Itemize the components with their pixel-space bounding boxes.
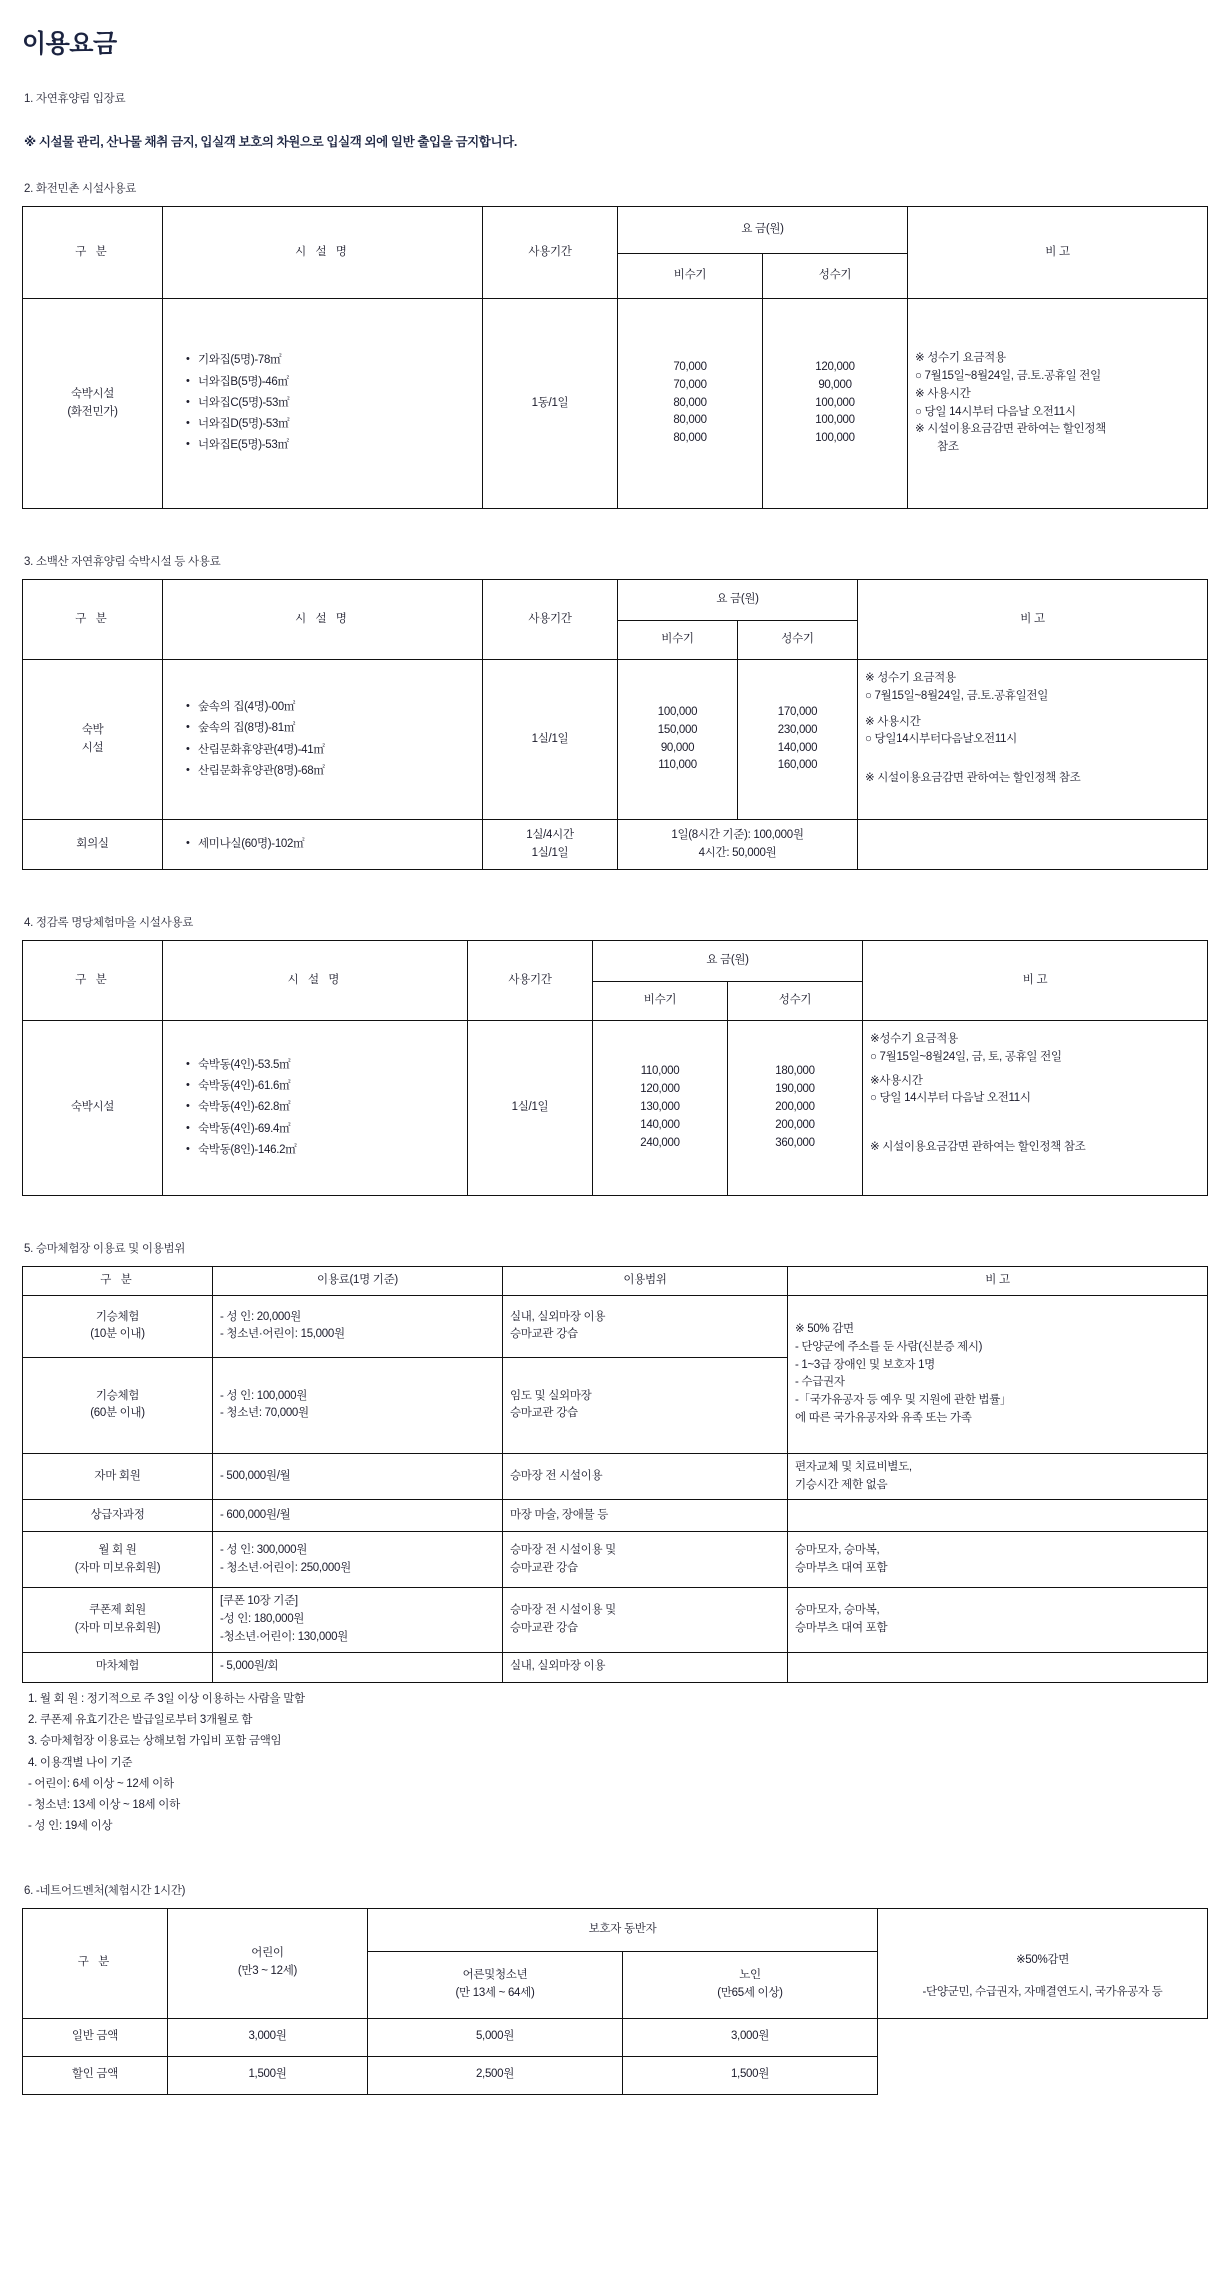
scope-line: 승마교관 강습 <box>510 1407 578 1420</box>
remark-line: 기승시간 제한 없음 <box>795 1478 888 1491</box>
th-gubun: 구 분 <box>23 1267 213 1296</box>
remark-line: ※ 사용시간 <box>915 387 971 400</box>
table-sobaeksan-lodging-fees <box>22 579 1208 870</box>
cell-scope: 마장 마술, 장애물 등 <box>503 1500 788 1532</box>
th-senior <box>623 1951 878 2018</box>
fee-line: - 청소년·어린이: 250,000원 <box>220 1561 351 1574</box>
cell-gubun: 마차체험 <box>23 1652 213 1682</box>
fee-line: - 청소년·어린이: 15,000원 <box>220 1328 345 1341</box>
list-item: • 숙박동(4인)-61.6㎡ <box>186 1076 460 1097</box>
remark-spacer <box>870 1108 1200 1117</box>
cell-fee <box>213 1588 503 1652</box>
fee-line: - 청소년: 70,000원 <box>220 1407 309 1420</box>
cell-adult-price: 2,500원 <box>368 2056 623 2094</box>
table-header-row <box>23 580 1208 621</box>
cell-offseason-prices <box>618 660 738 820</box>
remark-line: ※ 성수기 요금적용 <box>865 672 956 684</box>
gubun-line-1: 쿠폰제 회원 <box>89 1604 146 1617</box>
footnote-line: - 어린이: 6세 이상 ~ 12세 이하 <box>28 1777 174 1790</box>
gubun-line-2: 시설 <box>81 741 104 754</box>
price-value: 140,000 <box>777 741 818 754</box>
th-guardian: 보호자 동반자 <box>368 1908 878 1951</box>
remark-line: 승마부츠 대여 포함 <box>795 1622 888 1635</box>
period-line-1: 1실/4시간 <box>526 828 574 841</box>
price-value: 110,000 <box>640 1065 680 1078</box>
cell-facility-list <box>163 1021 468 1196</box>
cell-period: 1실/1일 <box>468 1021 593 1196</box>
list-item: • 숙박동(4인)-62.8㎡ <box>186 1097 460 1118</box>
page-title: 이용요금 <box>22 30 117 58</box>
remark-line: ※ 시설이용요금감면 관하여는 할인정책 <box>915 423 1106 436</box>
table-row <box>23 820 1208 870</box>
price-value: 360,000 <box>775 1136 815 1149</box>
section-4-label: 4. 정감록 명당체험마을 시설사용료 <box>24 917 194 929</box>
section-2-label: 2. 화전민촌 시설사용료 <box>24 183 137 195</box>
facility-list <box>170 834 475 855</box>
th-period: 사용기간 <box>483 207 618 299</box>
list-item: • 숙박동(4인)-69.4㎡ <box>186 1119 460 1140</box>
price-value: 90,000 <box>660 741 695 754</box>
cell-section6-remark <box>878 1908 1208 2018</box>
th-facility: 시 설 명 <box>163 580 483 660</box>
price-value: 170,000 <box>777 705 818 718</box>
th-fee: 이용료(1명 기준) <box>213 1267 503 1296</box>
price-value: 150,000 <box>657 723 698 736</box>
cell-fee: - 500,000원/월 <box>213 1453 503 1500</box>
table-header-row <box>23 941 1208 982</box>
price-value: 240,000 <box>640 1136 680 1149</box>
price-value: 100,000 <box>815 396 855 409</box>
cell-gubun <box>23 1588 213 1652</box>
fee-line: -성 인: 180,000원 <box>220 1613 305 1626</box>
gubun-line-1: 숙박시설 <box>70 387 115 400</box>
list-item: • 숙박동(4인)-53.5㎡ <box>186 1055 460 1076</box>
cell-gubun <box>23 1295 213 1357</box>
gubun-line-1: 기승체험 <box>95 1310 140 1323</box>
cell-gubun <box>23 1357 213 1453</box>
table-row <box>23 1021 1208 1196</box>
price-value: 180,000 <box>775 1065 815 1078</box>
section-1-notice: ※ 시설물 관리, 산나물 채취 금지, 입실객 보호의 차원으로 입실객 외에 일반 출입을 금지합니다. <box>24 135 517 149</box>
cell-peak-prices <box>738 660 858 820</box>
price-value: 130,000 <box>640 1101 680 1114</box>
cell-gubun <box>23 1532 213 1588</box>
scope-line: 임도 및 실외마장 <box>510 1389 592 1402</box>
price-value: 190,000 <box>775 1083 815 1096</box>
gubun-line-2: (자마 미보유회원) <box>74 1561 161 1574</box>
remark-line: 승마모자, 승마복, <box>795 1604 880 1617</box>
price-value: 120,000 <box>640 1083 680 1096</box>
list-item: • 산림문화휴양관(4명)-41㎡ <box>186 740 475 761</box>
th-remark: 비 고 <box>863 941 1208 1021</box>
remark-line: ※성수기 요금적용 <box>870 1033 958 1045</box>
scope-line: 승마장 전 시설이용 및 <box>510 1544 616 1557</box>
remark-line: ※ 성수기 요금적용 <box>915 352 1006 365</box>
scope-line: 승마교관 강습 <box>510 1561 578 1574</box>
cell-scope: 승마장 전 시설이용 <box>503 1453 788 1500</box>
th-adult-line-1: 어른및청소년 <box>462 1968 528 1981</box>
cell-remark <box>788 1453 1208 1500</box>
list-item: • 숙박동(8인)-146.2㎡ <box>186 1140 460 1161</box>
cell-senior-price: 1,500원 <box>623 2056 878 2094</box>
price-value: 70,000 <box>673 378 707 391</box>
list-item: • 너와집E(5명)-53㎡ <box>186 435 475 456</box>
th-offseason: 비수기 <box>618 621 738 660</box>
remark-line: ○ 7월15일~8월24일, 금, 토, 공휴일 전일 <box>870 1050 1062 1063</box>
cell-remark <box>788 1652 1208 1682</box>
cell-merged-remark <box>788 1295 1208 1453</box>
price-value: 70,000 <box>673 360 707 373</box>
remark-line: -「국가유공자 등 예우 및 지원에 관한 법률」 <box>795 1394 1012 1407</box>
cell-gubun: 회의실 <box>23 820 163 870</box>
cell-row-label: 할인 금액 <box>23 2056 168 2094</box>
price-value: 100,000 <box>815 414 855 427</box>
table-row <box>23 660 1208 820</box>
fee-line: -청소년·어린이: 130,000원 <box>220 1631 348 1644</box>
gubun-line-2: (자마 미보유회원) <box>74 1622 161 1635</box>
th-child <box>168 1908 368 2018</box>
th-peak: 성수기 <box>763 254 908 299</box>
th-adult-line-2: (만 13세 ~ 64세) <box>455 1986 535 1999</box>
cell-child-price: 3,000원 <box>168 2018 368 2056</box>
remark-line: 승마부츠 대여 포함 <box>795 1561 888 1574</box>
price-value: 200,000 <box>775 1118 815 1131</box>
table-header-row <box>23 207 1208 254</box>
table-horse-riding-fees <box>22 1266 1208 1683</box>
remark-line: ※ 시설이용요금감면 관하여는 할인정책 참조 <box>870 1141 1086 1154</box>
footnote-line: - 청소년: 13세 이상 ~ 18세 이하 <box>28 1799 180 1812</box>
footnote-line: 1. 월 회 원 : 정기적으로 주 3일 이상 이용하는 사람을 말함 <box>28 1692 305 1705</box>
list-item: • 세미나실(60명)-102㎡ <box>186 834 475 855</box>
fee-line: - 성 인: 100,000원 <box>220 1389 308 1402</box>
table-header-row <box>23 1267 1208 1296</box>
th-period: 사용기간 <box>483 580 618 660</box>
th-fee: 요 금(원) <box>618 580 858 621</box>
cell-remark <box>863 1021 1208 1196</box>
gubun-line-2: (10분 이내) <box>90 1328 145 1341</box>
price-value: 80,000 <box>673 432 707 445</box>
gubun-line-1: 월 회 원 <box>98 1544 137 1557</box>
th-adult <box>368 1951 623 2018</box>
cell-remark <box>858 660 1208 820</box>
table-row <box>23 1652 1208 1682</box>
footnote-line: - 성 인: 19세 이상 <box>28 1820 113 1833</box>
remark-spacer <box>865 749 1200 758</box>
scope-line: 승마교관 강습 <box>510 1622 578 1635</box>
table-header-row <box>23 1908 1208 1951</box>
price-value: 200,000 <box>775 1101 815 1114</box>
price-value: 120,000 <box>815 360 855 373</box>
section-5-label: 5. 승마체험장 이용료 및 이용범위 <box>24 1243 186 1255</box>
remark-line: ※사용시간 <box>870 1074 923 1087</box>
th-child-line-2: (만3 ~ 12세) <box>237 1965 298 1978</box>
cell-fee <box>213 1357 503 1453</box>
table-row <box>23 299 1208 509</box>
table-net-adventure-fees <box>22 1908 1208 2095</box>
remark-line: 편자교체 및 치료비별도, <box>795 1460 912 1473</box>
th-peak: 성수기 <box>738 621 858 660</box>
gubun-line-1: 숙박 <box>81 723 104 736</box>
scope-line: 승마장 전 시설이용 및 <box>510 1604 616 1617</box>
price-value: 100,000 <box>815 432 855 445</box>
cell-period <box>483 820 618 870</box>
list-item: • 숲속의 집(8명)-81㎡ <box>186 718 475 739</box>
price-value: 140,000 <box>640 1118 680 1131</box>
cell-senior-price: 3,000원 <box>623 2018 878 2056</box>
th-gubun: 구 분 <box>23 1908 168 2018</box>
fee-line: [쿠폰 10장 기준] <box>220 1595 298 1608</box>
remark-line: - 수급권자 <box>795 1376 845 1389</box>
cell-adult-price: 5,000원 <box>368 2018 623 2056</box>
price-value: 80,000 <box>673 396 707 409</box>
facility-list <box>170 1055 460 1161</box>
cell-fee <box>618 820 858 870</box>
th-fee: 요 금(원) <box>593 941 863 982</box>
remark-line: ※ 사용시간 <box>865 715 921 728</box>
cell-remark <box>788 1532 1208 1588</box>
cell-fee: - 5,000원/회 <box>213 1652 503 1682</box>
price-value: 80,000 <box>673 414 707 427</box>
footnote-line: 2. 쿠폰제 유효기간은 발급일로부터 3개월로 함 <box>28 1714 253 1727</box>
fee-line: - 성 인: 300,000원 <box>220 1544 308 1557</box>
cell-child-price: 1,500원 <box>168 2056 368 2094</box>
cell-gubun: 숙박시설 <box>23 1021 163 1196</box>
gubun-line-1: 기승체험 <box>95 1389 140 1402</box>
th-offseason: 비수기 <box>593 982 728 1021</box>
th-facility: 시 설 명 <box>163 941 468 1021</box>
remark-line: ○ 7월15일~8월24일, 금.토.공휴일 전일 <box>915 369 1101 382</box>
cell-fee <box>213 1295 503 1357</box>
remark-line: ○ 당일 14시부터 다음날 오전11시 <box>915 405 1076 418</box>
table-row <box>23 2056 1208 2094</box>
cell-period: 1실/1일 <box>483 660 618 820</box>
th-gubun: 구 분 <box>23 207 163 299</box>
th-offseason: 비수기 <box>618 254 763 299</box>
section-6-label: 6. -네트어드벤처(체험시간 1시간) <box>24 1884 186 1897</box>
cell-period: 1동/1일 <box>483 299 618 509</box>
cell-facility <box>163 820 483 870</box>
remark-line: - 단양군에 주소를 둔 사람(신분증 제시) <box>795 1340 983 1353</box>
cell-gubun <box>23 299 163 509</box>
fee-line-1: 1일(8시간 기준): 100,000원 <box>671 828 804 841</box>
cell-remark <box>858 820 1208 870</box>
th-remark: 비 고 <box>788 1267 1208 1296</box>
gubun-line-2: (60분 이내) <box>90 1407 145 1420</box>
th-senior-line-1: 노인 <box>739 1968 761 1981</box>
facility-list <box>170 350 475 456</box>
table-row <box>23 2018 1208 2056</box>
price-value: 110,000 <box>658 759 697 772</box>
cell-scope <box>503 1532 788 1588</box>
scope-line: 승마교관 강습 <box>510 1328 578 1341</box>
price-value: 90,000 <box>818 378 852 391</box>
remark-line: 에 따른 국가유공자와 유족 또는 가족 <box>795 1411 972 1424</box>
fee-line: - 성 인: 20,000원 <box>220 1310 301 1323</box>
cell-scope <box>503 1588 788 1652</box>
th-remark: 비 고 <box>908 207 1208 299</box>
th-scope: 이용범위 <box>503 1267 788 1296</box>
cell-gubun <box>23 660 163 820</box>
cell-offseason-prices <box>593 1021 728 1196</box>
remark-line: -단양군민, 수급권자, 자매결연도시, 국가유공자 등 <box>922 1985 1163 1998</box>
cell-scope: 실내, 실외마장 이용 <box>503 1652 788 1682</box>
th-remark: 비 고 <box>858 580 1208 660</box>
remark-line: 승마모자, 승마복, <box>795 1544 880 1557</box>
cell-scope <box>503 1295 788 1357</box>
cell-peak-prices <box>763 299 908 509</box>
cell-row-label: 일반 금액 <box>23 2018 168 2056</box>
list-item: • 너와집D(5명)-53㎡ <box>186 414 475 435</box>
remark-line: 참조 <box>937 441 959 454</box>
remark-line: - 1~3급 장애인 및 보호자 1명 <box>795 1358 935 1371</box>
cell-remark <box>788 1588 1208 1652</box>
list-item: • 산림문화휴양관(8명)-68㎡ <box>186 761 475 782</box>
table-myeongdang-village-fees <box>22 940 1208 1196</box>
table-row <box>23 1588 1208 1652</box>
facility-list <box>170 697 475 782</box>
gubun-line-2: (화전민가) <box>67 405 118 418</box>
fee-line-2: 4시간: 50,000원 <box>698 846 777 859</box>
price-value: 160,000 <box>777 759 818 772</box>
list-item: • 너와집B(5명)-46㎡ <box>186 372 475 393</box>
cell-offseason-prices <box>618 299 763 509</box>
section-1-label: 1. 자연휴양림 입장료 <box>24 93 126 105</box>
footnote-line: 4. 이용객별 나이 기준 <box>28 1756 133 1769</box>
table-row <box>23 1295 1208 1357</box>
table-row <box>23 1453 1208 1500</box>
table-row <box>23 1500 1208 1532</box>
cell-remark <box>908 299 1208 509</box>
remark-line: ※ 시설이용요금감면 관하여는 할인정책 참조 <box>865 772 1081 785</box>
price-value: 230,000 <box>777 723 818 736</box>
th-facility: 시 설 명 <box>163 207 483 299</box>
th-child-line-1: 어린이 <box>251 1947 284 1960</box>
cell-remark <box>788 1500 1208 1532</box>
cell-gubun: 자마 회원 <box>23 1453 213 1500</box>
th-gubun: 구 분 <box>23 580 163 660</box>
price-value: 100,000 <box>657 705 698 718</box>
footnote-line: 3. 승마체험장 이용료는 상해보험 가입비 포함 금액임 <box>28 1735 282 1748</box>
remark-line: ※50%감면 <box>1015 1954 1070 1967</box>
remark-line: ※ 50% 감면 <box>795 1322 854 1335</box>
period-line-2: 1실/1일 <box>531 846 569 859</box>
table-hwajeonmin-village-fees <box>22 206 1208 509</box>
th-gubun: 구 분 <box>23 941 163 1021</box>
cell-facility-list <box>163 660 483 820</box>
cell-scope <box>503 1357 788 1453</box>
list-item: • 기와집(5명)-78㎡ <box>186 350 475 371</box>
cell-fee: - 600,000원/월 <box>213 1500 503 1532</box>
section-5-footnotes <box>28 1689 1205 1838</box>
cell-fee <box>213 1532 503 1588</box>
th-senior-line-2: (만65세 이상) <box>717 1986 783 1999</box>
section-3-label: 3. 소백산 자연휴양림 숙박시설 등 사용료 <box>24 556 221 568</box>
th-period: 사용기간 <box>468 941 593 1021</box>
cell-gubun: 상급자과정 <box>23 1500 213 1532</box>
cell-facility-list <box>163 299 483 509</box>
remark-line: ○ 7월15일~8월24일, 금.토.공휴일전일 <box>865 689 1049 702</box>
th-peak: 성수기 <box>728 982 863 1021</box>
table-row <box>23 1532 1208 1588</box>
list-item: • 너와집C(5명)-53㎡ <box>186 393 475 414</box>
list-item: • 숲속의 집(4명)-00㎡ <box>186 697 475 718</box>
th-fee: 요 금(원) <box>618 207 908 254</box>
cell-peak-prices <box>728 1021 863 1196</box>
remark-line: ○ 당일14시부터다음날오전11시 <box>865 733 1017 746</box>
remark-line: ○ 당일 14시부터 다음날 오전11시 <box>870 1092 1031 1105</box>
scope-line: 실내, 실외마장 이용 <box>510 1310 606 1323</box>
